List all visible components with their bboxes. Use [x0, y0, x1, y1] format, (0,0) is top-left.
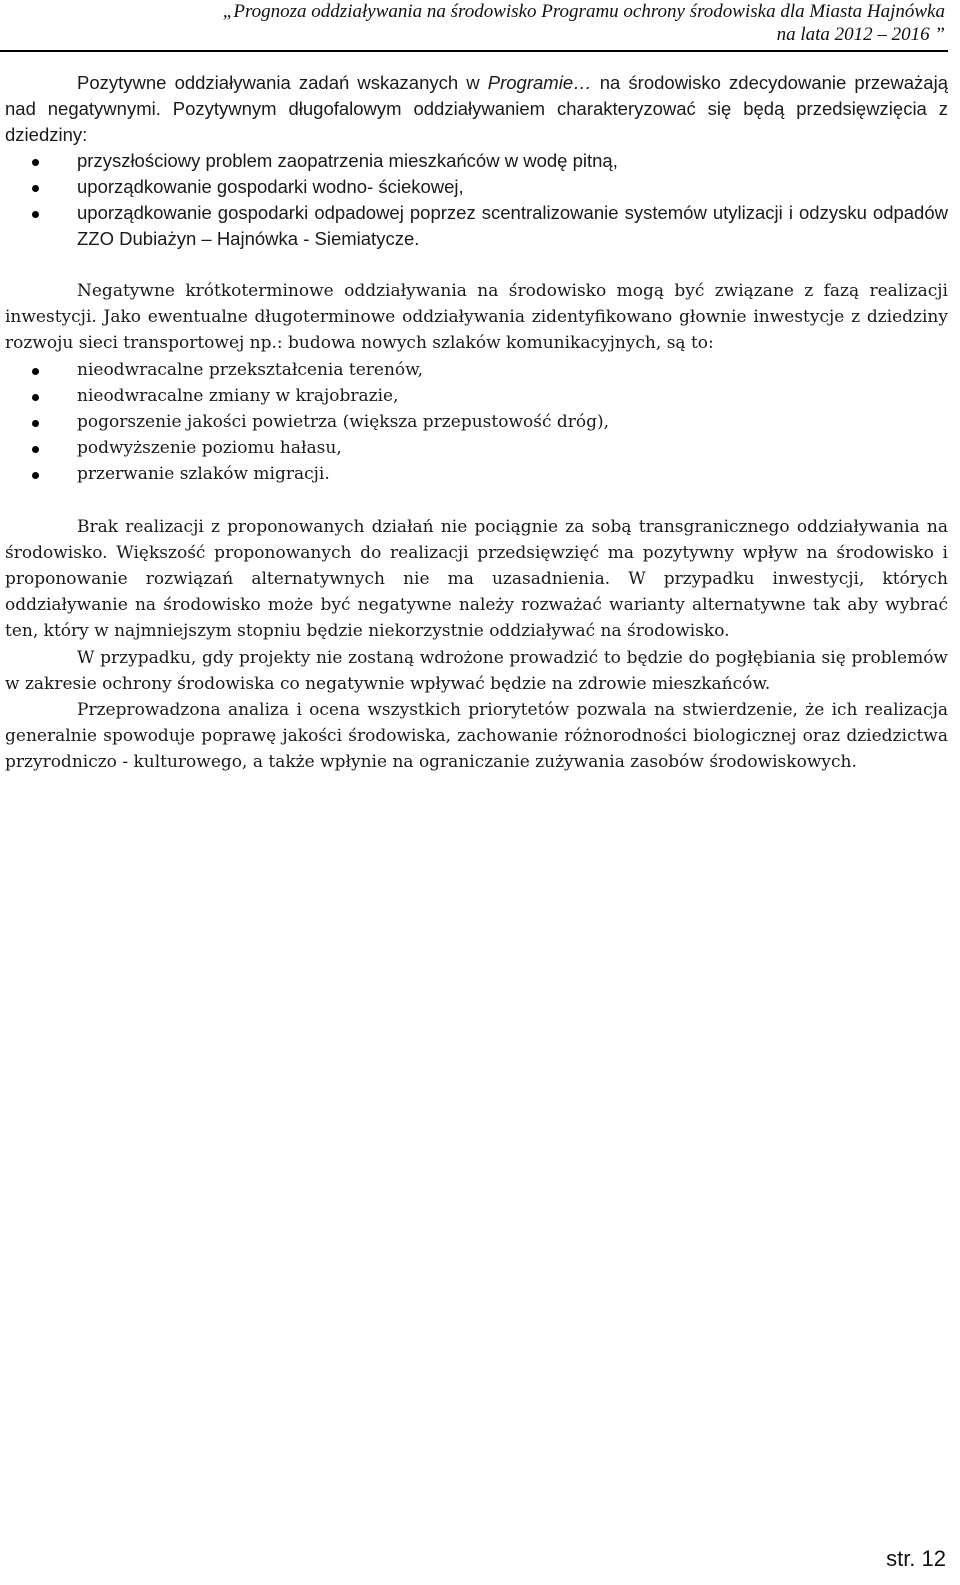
bullet-icon	[32, 446, 39, 453]
bullet-icon	[32, 472, 39, 479]
list-item	[5, 357, 948, 383]
section-positive-impacts	[5, 70, 948, 252]
list-item	[5, 435, 948, 461]
header-title-line2: na lata 2012 – 2016 ”	[776, 24, 945, 45]
list-item	[5, 409, 948, 435]
positive-impacts-paragraph	[5, 70, 948, 148]
list-item-text: uporządkowanie gospodarki odpadowej poprzez scentralizowanie systemów utylizacji i odzysku odpadów ZZO Dubiażyn – Hajnówka - Siemiatycze.	[77, 202, 948, 249]
conclusion-paragraph: Brak realizacji z proponowanych działań nie pociągnie za sobą transgranicznego oddziaływania na środowisko. Większość proponowanych do realizacji przedsięwzięć ma pozytywny wpływ na środowisko i proponowanie rozwiązań alternatywnych nie ma uzasadnienia. W przypadku inwestycji, których oddziaływanie na środowisko może być negatywne należy rozważać warianty alternatywne tak aby wybrać ten, który w najmniejszym stopniu będzie niekorzystnie oddziaływać na środowisko.	[5, 516, 948, 642]
list-item	[5, 148, 948, 174]
header-divider	[0, 50, 948, 52]
negative-impacts-list	[5, 357, 948, 488]
negative-impacts-paragraph: Negatywne krótkoterminowe oddziaływania na środowisko mogą być związane z fazą realizacji inwestycji. Jako ewentualne długoterminowe oddziaływania zidentyfikowano głownie inwestycje z dziedziny rozwoju sieci transportowej np.: budowa nowych szlaków komunikacyjnych, są to:	[5, 281, 948, 354]
section-conclusions	[5, 514, 948, 776]
list-item-text: pogorszenie jakości powietrza (większa przepustowość dróg),	[77, 412, 610, 433]
bullet-icon	[32, 185, 39, 192]
list-item	[5, 383, 948, 409]
section-negative-impacts	[5, 278, 948, 488]
list-item-text: nieodwracalne zmiany w krajobrazie,	[77, 385, 399, 406]
page-number: str. 12	[886, 1546, 946, 1571]
list-item-text: przerwanie szlaków migracji.	[77, 464, 330, 485]
bullet-icon	[32, 420, 39, 427]
list-item	[5, 461, 948, 487]
bullet-icon	[32, 159, 39, 166]
bullet-icon	[32, 394, 39, 401]
document-header	[0, 0, 945, 46]
bullet-icon	[32, 211, 39, 218]
conclusion-paragraph: Przeprowadzona analiza i ocena wszystkich priorytetów pozwala na stwierdzenie, że ich realizacja generalnie spowoduje poprawę jakości środowiska, zachowanie różnorodności biologicznej oraz dziedzictwa przyrodniczo - kulturowego, a także wpłynie na ograniczanie zużywania zasobów środowiskowych.	[5, 700, 948, 773]
paragraph-spacer	[5, 252, 948, 278]
paragraph-spacer	[5, 488, 948, 514]
bullet-icon	[32, 368, 39, 375]
header-title-line1: „Prognoza oddziaływania na środowisko Programu ochrony środowiska dla Miasta Hajnówka	[222, 1, 945, 22]
intro-text-start: Pozytywne oddziaływania zadań wskazanych w	[77, 72, 488, 93]
list-item-text: przyszłościowy problem zaopatrzenia mieszkańców w wodę pitną,	[77, 150, 618, 171]
document-body	[5, 70, 948, 776]
list-item	[5, 200, 948, 252]
program-reference: Programie…	[487, 72, 592, 93]
positive-impacts-list	[5, 148, 948, 252]
list-item-text: nieodwracalne przekształcenia terenów,	[77, 359, 424, 380]
conclusion-paragraph: W przypadku, gdy projekty nie zostaną wdrożone prowadzić to będzie do pogłębiania się problemów w zakresie ochrony środowiska co negatywnie wpływać będzie na zdrowie mieszkańców.	[5, 647, 948, 694]
list-item-text: podwyższenie poziomu hałasu,	[77, 438, 342, 459]
list-item-text: uporządkowanie gospodarki wodno- ściekowej,	[77, 176, 464, 197]
list-item	[5, 174, 948, 200]
intro-text-end: na środowisko zdecydowanie przeważają nad negatywnymi. Pozytywnym długofalowym oddziaływaniem charakteryzować się będą przedsięwzięcia z dziedziny:	[5, 72, 948, 145]
